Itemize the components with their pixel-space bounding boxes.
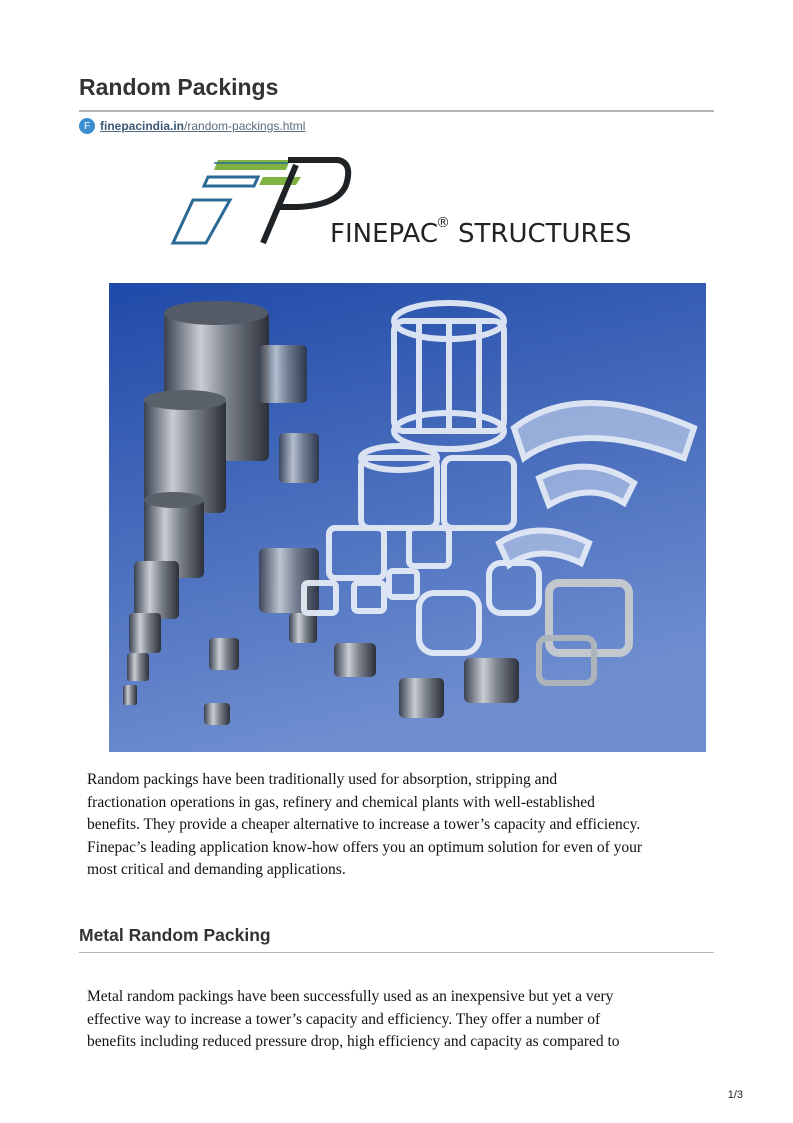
section-line: effective way to increase a tower’s capacity and efficiency. They offer a number of	[87, 1010, 601, 1028]
source-link[interactable]	[100, 119, 305, 133]
finepac-logo	[168, 155, 638, 250]
packings-photo	[109, 283, 706, 752]
intro-line: fractionation operations in gas, refinery and chemical plants with well-established	[87, 793, 595, 811]
logo-green-bar-right	[259, 177, 301, 185]
section-divider	[79, 952, 714, 953]
intro-paragraph	[87, 769, 717, 882]
page-number: 1/3	[727, 1089, 743, 1101]
logo-structures-text: STRUCTURES	[458, 219, 632, 249]
section-line: benefits including reduced pressure drop, high efficiency and capacity as compared to	[87, 1033, 620, 1050]
logo-blue-slant	[173, 200, 230, 243]
logo-registered-mark: ®	[436, 215, 450, 231]
source-line	[79, 118, 305, 134]
title-divider	[79, 110, 714, 112]
intro-line: Finepac’s leading application know-how offers you an optimum solution for even of your	[87, 838, 643, 856]
intro-line: most critical and demanding applications.	[87, 861, 346, 878]
site-favicon-icon: F	[79, 118, 95, 134]
logo-blue-bar-middle	[204, 177, 258, 186]
section-line: Metal random packings have been successfully used as an inexpensive but yet a very	[87, 988, 614, 1005]
page-title: Random Packings	[79, 74, 279, 100]
intro-line: benefits. They provide a cheaper alternative to increase a tower’s capacity and efficiency.	[87, 816, 641, 833]
logo-brand-text: FINEPAC	[330, 219, 438, 249]
section-paragraph	[87, 986, 717, 1054]
intro-line: Random packings have been traditionally used for absorption, stripping and	[87, 771, 558, 788]
source-path[interactable]: /random-packings.html	[184, 119, 306, 133]
source-domain[interactable]: finepacindia.in	[100, 119, 185, 133]
section-title: Metal Random Packing	[79, 925, 271, 945]
logo-green-bar-top	[214, 160, 290, 170]
